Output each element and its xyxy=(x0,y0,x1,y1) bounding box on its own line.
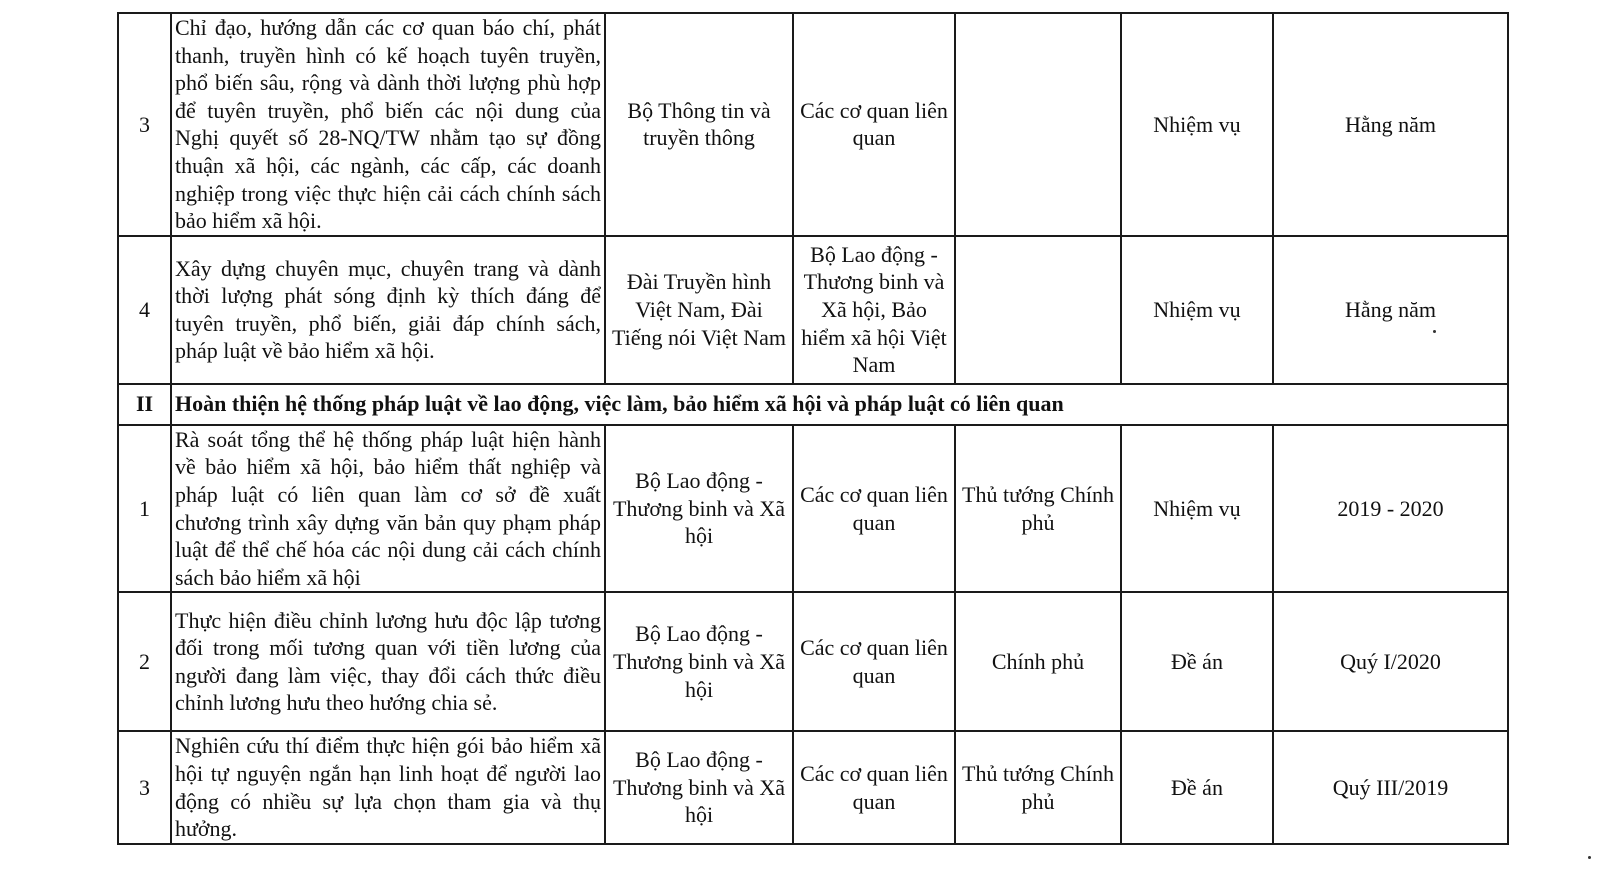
section-number: II xyxy=(118,384,171,425)
timeline: 2019 - 2020 xyxy=(1273,425,1508,593)
task-table xyxy=(117,12,1509,845)
coordinating-agency: Các cơ quan liên quan xyxy=(793,731,955,843)
row-number: 3 xyxy=(118,13,171,236)
table-row xyxy=(118,13,1508,236)
lead-agency: Đài Truyền hình Việt Nam, Đài Tiếng nói Việt Nam xyxy=(605,236,793,384)
timeline: Hằng năm xyxy=(1273,236,1508,384)
row-number: 1 xyxy=(118,425,171,593)
coordinating-agency: Các cơ quan liên quan xyxy=(793,13,955,236)
submitting-authority: Chính phủ xyxy=(955,592,1121,731)
lead-agency: Bộ Lao động - Thương binh và Xã hội xyxy=(605,425,793,593)
coordinating-agency: Các cơ quan liên quan xyxy=(793,425,955,593)
timeline: Hằng năm xyxy=(1273,13,1508,236)
product-type: Nhiệm vụ xyxy=(1121,236,1273,384)
lead-agency: Bộ Lao động - Thương binh và Xã hội xyxy=(605,592,793,731)
table-row xyxy=(118,731,1508,843)
task-content: Nghiên cứu thí điểm thực hiện gói bảo hiểm xã hội tự nguyện ngắn hạn linh hoạt để người lao động có nhiều sự lựa chọn tham gia và thụ hưởng. xyxy=(171,731,605,843)
timeline: Quý III/2019 xyxy=(1273,731,1508,843)
table-row xyxy=(118,236,1508,384)
task-content: Rà soát tổng thể hệ thống pháp luật hiện hành về bảo hiểm xã hội, bảo hiểm thất nghiệp và pháp luật có liên quan làm cơ sở đề xuất chương trình xây dựng văn bản quy phạm pháp luật để thể chế hóa các nội dung cải cách chính sách bảo hiểm xã hội xyxy=(171,425,605,593)
row-number: 4 xyxy=(118,236,171,384)
table-row xyxy=(118,592,1508,731)
section-title: Hoàn thiện hệ thống pháp luật về lao động, việc làm, bảo hiểm xã hội và pháp luật có liên quan xyxy=(171,384,1508,425)
submitting-authority: Thủ tướng Chính phủ xyxy=(955,731,1121,843)
lead-agency: Bộ Thông tin và truyền thông xyxy=(605,13,793,236)
row-number: 3 xyxy=(118,731,171,843)
product-type: Nhiệm vụ xyxy=(1121,425,1273,593)
task-content: Thực hiện điều chỉnh lương hưu độc lập tương đối trong mối tương quan với tiền lương của người đang làm việc, thay đổi cách thức điều chỉnh lương hưu theo hướng chia sẻ. xyxy=(171,592,605,731)
coordinating-agency: Các cơ quan liên quan xyxy=(793,592,955,731)
scan-speck xyxy=(1433,330,1436,333)
table-row xyxy=(118,425,1508,593)
submitting-authority: Thủ tướng Chính phủ xyxy=(955,425,1121,593)
product-type: Đề án xyxy=(1121,592,1273,731)
lead-agency: Bộ Lao động - Thương binh và Xã hội xyxy=(605,731,793,843)
scan-speck xyxy=(1588,856,1591,859)
product-type: Đề án xyxy=(1121,731,1273,843)
submitting-authority xyxy=(955,13,1121,236)
coordinating-agency: Bộ Lao động - Thương binh và Xã hội, Bảo hiểm xã hội Việt Nam xyxy=(793,236,955,384)
row-number: 2 xyxy=(118,592,171,731)
section-header-row xyxy=(118,384,1508,425)
timeline: Quý I/2020 xyxy=(1273,592,1508,731)
product-type: Nhiệm vụ xyxy=(1121,13,1273,236)
task-content: Xây dựng chuyên mục, chuyên trang và dành thời lượng phát sóng định kỳ thích đáng để tuyên truyền, phổ biến, giải đáp chính sách, pháp luật về bảo hiểm xã hội. xyxy=(171,236,605,384)
submitting-authority xyxy=(955,236,1121,384)
task-content: Chỉ đạo, hướng dẫn các cơ quan báo chí, phát thanh, truyền hình có kế hoạch tuyên truyền, phổ biến sâu, rộng và dành thời lượng phù hợp để tuyên truyền, phổ biến các nội dung của Nghị quyết số 28-NQ/TW nhằm tạo sự đồng thuận xã hội, các ngành, các cấp, các doanh nghiệp trong việc thực hiện cải cách chính sách bảo hiểm xã hội. xyxy=(171,13,605,236)
